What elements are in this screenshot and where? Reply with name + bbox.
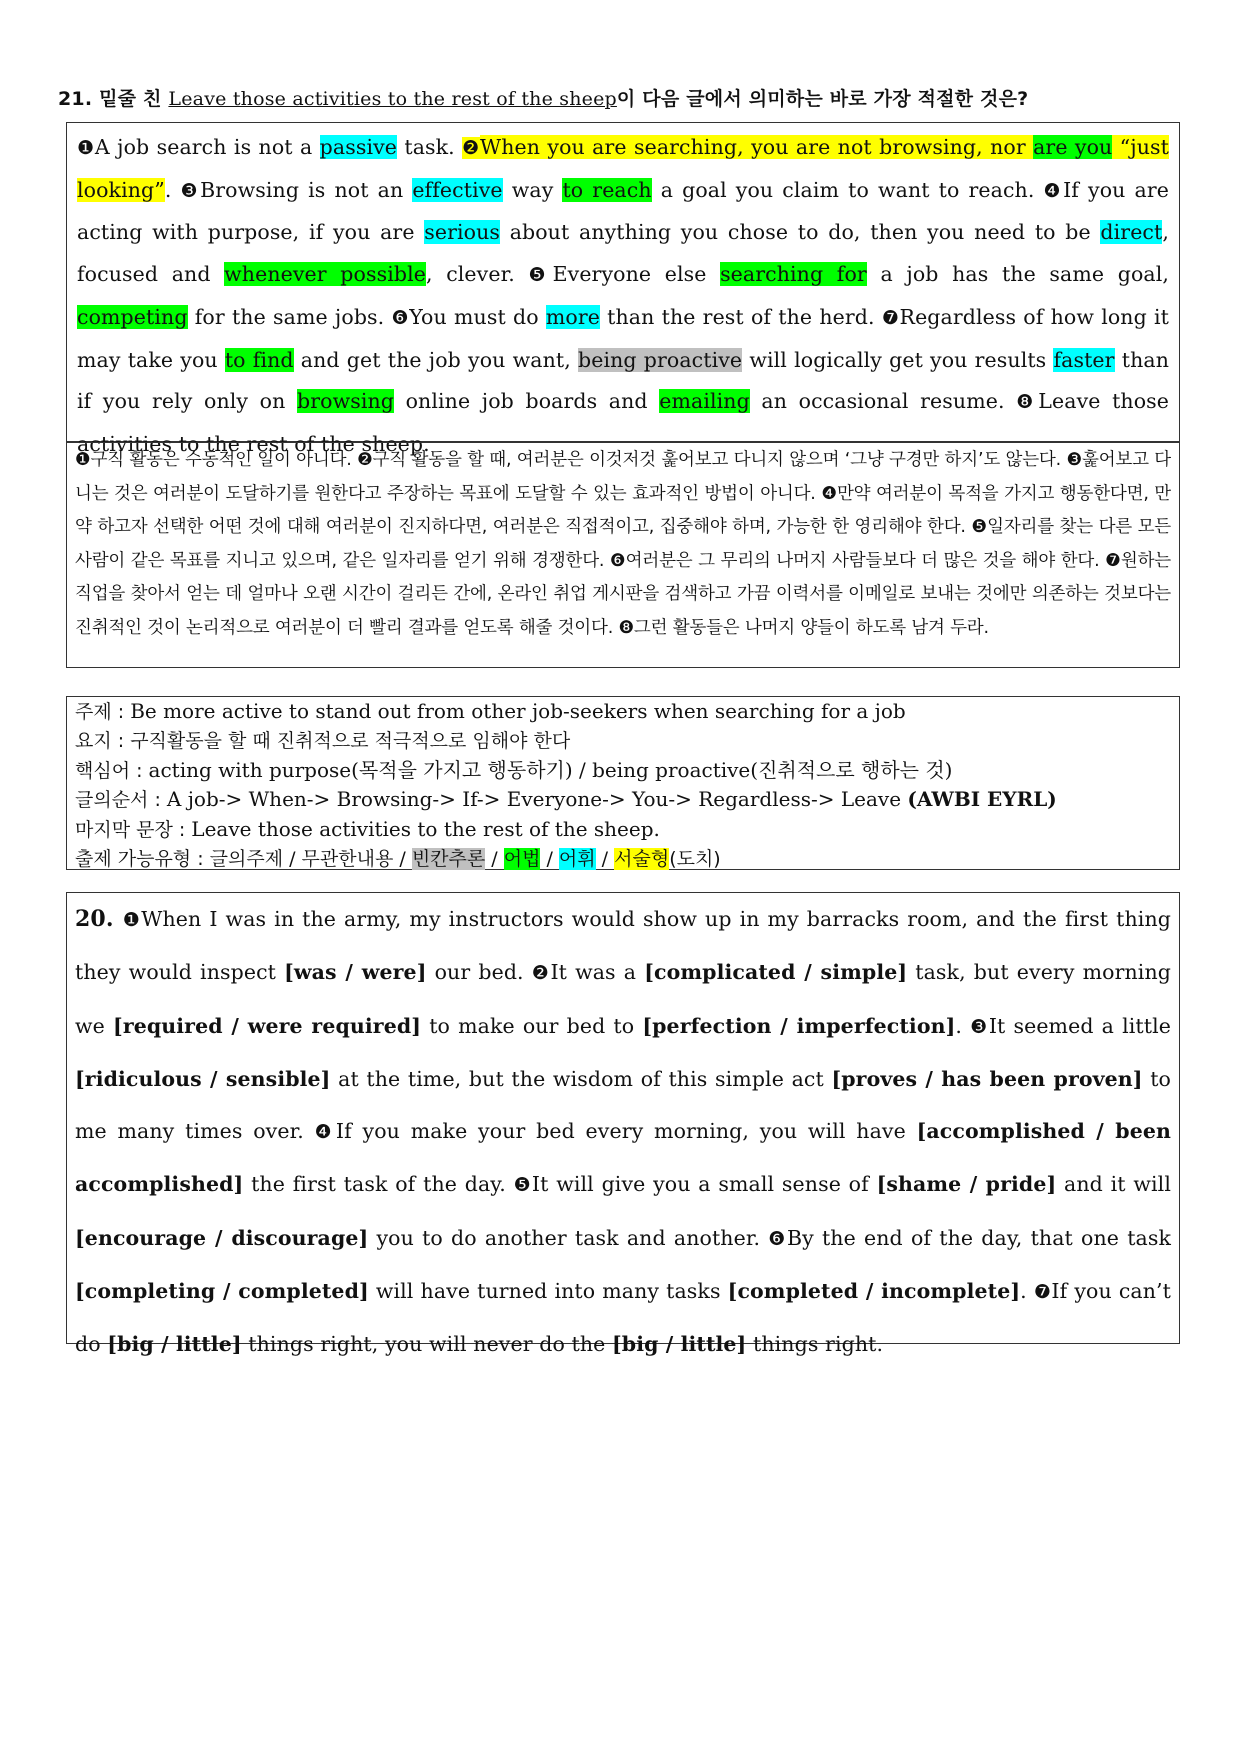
question-20-segment-37: [big / little]	[107, 1332, 242, 1357]
english-passage-segment-28: for the same jobs.	[187, 304, 392, 329]
question-20-segment-6: It was a	[550, 960, 645, 985]
question-20-segment-31: [completing / completed]	[75, 1279, 369, 1304]
english-passage-segment-0: ❶	[77, 137, 95, 159]
types-label: 출제 가능유형 :	[75, 847, 210, 870]
summary-gist-row	[75, 727, 1175, 756]
key-text: acting with purpose(목적을 가지고 행동하기) / being proactive(진취적으로 행하는 것)	[148, 757, 953, 782]
question-20-segment-7: [complicated / simple]	[644, 960, 908, 985]
question-20-segment-17: [proves / has been proven]	[831, 1066, 1143, 1091]
english-passage-segment-21: whenever possible	[224, 262, 426, 287]
english-passage-segment-36: and get the job you want,	[293, 347, 578, 372]
question-20-segment-3: [was / were]	[284, 960, 427, 985]
question-20-segment-4: our bed.	[426, 960, 532, 985]
type-essay: 서술형	[614, 847, 670, 870]
question-20-segment-0: 20.	[75, 906, 123, 932]
english-passage-segment-27: competing	[77, 304, 188, 329]
question-number: 21.	[58, 88, 93, 110]
english-passage-segment-24: Everyone else	[552, 262, 721, 287]
english-passage-segment-35: to find	[224, 347, 294, 372]
topic-text: Be more active to stand out from other job-seekers when searching for a job	[130, 699, 906, 723]
english-passage-segment-31: more	[545, 304, 600, 329]
english-passage-segment-10: Browsing is not an	[200, 177, 413, 202]
english-passage-segment-13: to reach	[562, 177, 652, 202]
gist-label: 요지 :	[75, 729, 131, 752]
english-passage-segment-37: being proactive	[578, 347, 743, 372]
english-passage-segment-32: than the rest of the herd.	[599, 304, 882, 329]
question-20-segment-19: ❹	[314, 1121, 336, 1144]
question-20-segment-26: and it will	[1056, 1172, 1171, 1197]
summary-topic-row	[75, 697, 1175, 727]
english-passage-segment-19: direct	[1100, 220, 1163, 245]
question-20-segment-12: .	[955, 1013, 971, 1038]
question-20-segment-15: [ridiculous / sensible]	[75, 1066, 331, 1091]
question-20-segment-9: [required / were required]	[113, 1013, 422, 1038]
question-20-segment-35: ❼	[1033, 1281, 1052, 1304]
gist-text: 구직활동을 할 때 진취적으로 적극적으로 임해야 한다	[130, 729, 571, 752]
english-passage-segment-15: ❹	[1043, 179, 1064, 202]
summary-last-row	[75, 815, 1175, 845]
underlined-phrase: Leave those activities to the rest of the sheep	[168, 88, 617, 110]
english-passage-segment-40: than if you rely only on	[77, 347, 1169, 414]
question-20-segment-18: to me many times over.	[75, 1066, 1171, 1144]
english-passage-segment-14: a goal you claim to want to reach.	[651, 177, 1044, 202]
last-label: 마지막 문장 :	[75, 819, 192, 842]
type-tail: (도치)	[669, 847, 721, 870]
english-passage-segment-6: are you	[1033, 135, 1113, 159]
question-20-segment-28: you to do another task and another.	[368, 1225, 769, 1250]
english-passage-segment-7: “just looking”	[77, 135, 1169, 202]
english-passage-segment-9: ❸	[180, 179, 201, 202]
topic-label: 주제 :	[75, 701, 131, 723]
english-passage-segment-17: serious	[424, 220, 501, 245]
question-20-segment-16: at the time, but the wisdom of this simple act	[330, 1066, 832, 1091]
question-prefix: 밑줄 친	[99, 88, 162, 110]
english-passage-segment-1: A job search is not a	[94, 135, 320, 159]
english-passage-segment-42: online job boards and	[394, 389, 660, 414]
english-passage-segment-11: effective	[412, 177, 503, 202]
english-passage-segment-23: ❺	[528, 264, 553, 287]
question-suffix: 이 다음 글에서 의미하는 바로 가장 적절한 것은?	[616, 88, 1029, 110]
english-passage-segment-12: way	[502, 177, 563, 202]
order-text: A job-> When-> Browsing-> If-> Everyone-> You-> Regardless-> Leave	[166, 787, 908, 812]
summary-types-row	[75, 845, 1175, 874]
question-20-segment-2: When I was in the army, my instructors would show up in my barracks room, and the first thing they would inspect	[75, 907, 1171, 985]
korean-translation: ❶구직 활동은 수동적인 일이 아니다. ❷구직 활동을 할 때, 여러분은 이것저것 훑어보고 다니지 않으며 ‘그냥 구경만 하지’도 않는다. ❸훑어보고 다니는 것은 여러분이 도달하기를 원한다고 주장하는 목표에 도달할 수 있는 효과적인 방법이 아니다. ❹만약 여러분이 목적을 가지고 행동한다면, 만약 하고자 선택한 어떤 것에 대해 여러분이 진지하다면, 여러분은 직접적이고, 집중해야 하며, 가능한 한 영리해야 한다. ❺일자리를 찾는 다른 모든 사람이 같은 목표를 지니고 있으며, 같은 일자리를 얻기 위해 경쟁한다. ❻여러분은 그 무리의 나머지 사람들보다 더 많은 것을 해야 한다. ❼원하는 직업을 찾아서 얻는 데 얼마나 오랜 시간이 걸리든 간에, 온라인 취업 게시판을 검색하고 가끔 이력서를 이메일로 보내는 것에만 의존하는 것보다는 진취적인 것이 논리적으로 여러분이 더 빨리 결과를 얻도록 해줄 것이다. ❽그런 활동들은 나머지 양들이 하도록 남겨 두라.	[75, 450, 1171, 638]
english-passage-box	[66, 122, 1180, 456]
question-20-segment-30: By the end of the day, that one task	[786, 1225, 1171, 1250]
question-20-segment-22: the first task of the day.	[243, 1172, 514, 1197]
question-20-segment-34: .	[1020, 1279, 1034, 1304]
question-20-segment-29: ❻	[768, 1227, 787, 1250]
english-passage-segment-46: Leave those activities to the rest of the sheep.	[77, 389, 1169, 456]
type-vocabulary: 어휘	[558, 847, 596, 870]
english-passage-segment-30: You must do	[409, 304, 546, 329]
question-20-segment-36: If you can’t do	[75, 1279, 1171, 1357]
question-20-segment-24: It will give you a small sense of	[531, 1172, 877, 1197]
english-passage-segment-3: task.	[397, 135, 463, 159]
last-text: Leave those activities to the rest of the sheep.	[191, 817, 660, 842]
question-20-segment-32: will have turned into many tasks	[368, 1279, 728, 1304]
english-passage-segment-18: about anything you chose to do, then you need to be	[500, 220, 1101, 245]
question-20-segment-1: ❶	[122, 909, 142, 931]
question-20-segment-25: [shame / pride]	[876, 1172, 1057, 1197]
question-20-passage	[75, 893, 1171, 1371]
order-code: (AWBI EYRL)	[907, 787, 1057, 812]
types-sep-2: /	[540, 847, 559, 870]
question-20-segment-11: [perfection / imperfection]	[642, 1013, 956, 1038]
question-20-segment-39: [big / little]	[612, 1332, 747, 1357]
english-passage-segment-4: ❷	[462, 137, 481, 159]
english-passage-segment-8: .	[164, 177, 181, 202]
summary-order-row	[75, 785, 1175, 815]
question-20-segment-40: things right.	[746, 1332, 884, 1357]
types-plain: 글의주제 / 무관한내용 /	[209, 847, 412, 870]
question-21-title	[58, 84, 1188, 111]
type-grammar: 어법	[503, 847, 541, 870]
question-20-segment-27: [encourage / discourage]	[75, 1225, 369, 1250]
english-passage-segment-20: , focused and	[77, 220, 1169, 287]
summary-key-row	[75, 756, 1175, 786]
english-passage-segment-22: , clever.	[425, 262, 529, 287]
english-passage-segment-29: ❻	[391, 306, 410, 329]
english-passage	[77, 127, 1169, 466]
order-label: 글의순서 :	[75, 789, 167, 812]
english-passage-segment-43: emailing	[659, 389, 750, 414]
english-passage-segment-34: Regardless of how long it may take you	[77, 304, 1169, 372]
question-20-segment-21: [accomplished / been accomplished]	[75, 1119, 1171, 1197]
question-20-segment-10: to make our bed to	[421, 1013, 643, 1038]
type-blank-inference: 빈칸추론	[411, 847, 486, 870]
question-20-segment-5: ❷	[531, 962, 551, 985]
english-passage-segment-45: ❽	[1016, 391, 1039, 414]
english-passage-segment-41: browsing	[297, 389, 395, 414]
english-passage-segment-33: ❼	[881, 306, 900, 329]
types-sep-1: /	[485, 847, 504, 870]
english-passage-segment-38: will logically get you results	[742, 347, 1054, 372]
question-20-segment-23: ❺	[513, 1174, 532, 1197]
english-passage-segment-39: faster	[1053, 347, 1115, 372]
english-passage-segment-5: When you are searching, you are not browsing, nor	[480, 135, 1034, 159]
question-20-segment-14: It seemed a little	[988, 1013, 1172, 1038]
key-label: 핵심어 :	[75, 759, 149, 782]
types-sep-3: /	[595, 847, 615, 870]
summary-list	[75, 697, 1175, 874]
question-20-segment-13: ❸	[970, 1015, 989, 1038]
question-20-segment-20: If you make your bed every morning, you will have	[335, 1119, 917, 1144]
korean-translation-box	[66, 442, 1180, 668]
question-20-box	[66, 892, 1180, 1357]
summary-box	[66, 696, 1180, 870]
english-passage-segment-16: If you are acting with purpose, if you are	[77, 177, 1170, 245]
question-20-segment-8: task, but every morning we	[75, 960, 1171, 1038]
english-passage-segment-44: an occasional resume.	[749, 389, 1017, 414]
english-passage-segment-2: passive	[319, 135, 398, 159]
question-20-segment-33: [completed / incomplete]	[727, 1279, 1021, 1304]
english-passage-segment-25: searching for	[720, 262, 867, 287]
english-passage-segment-26: a job has the same goal,	[866, 262, 1170, 287]
question-20-segment-38: things right, you will never do the	[241, 1332, 612, 1357]
